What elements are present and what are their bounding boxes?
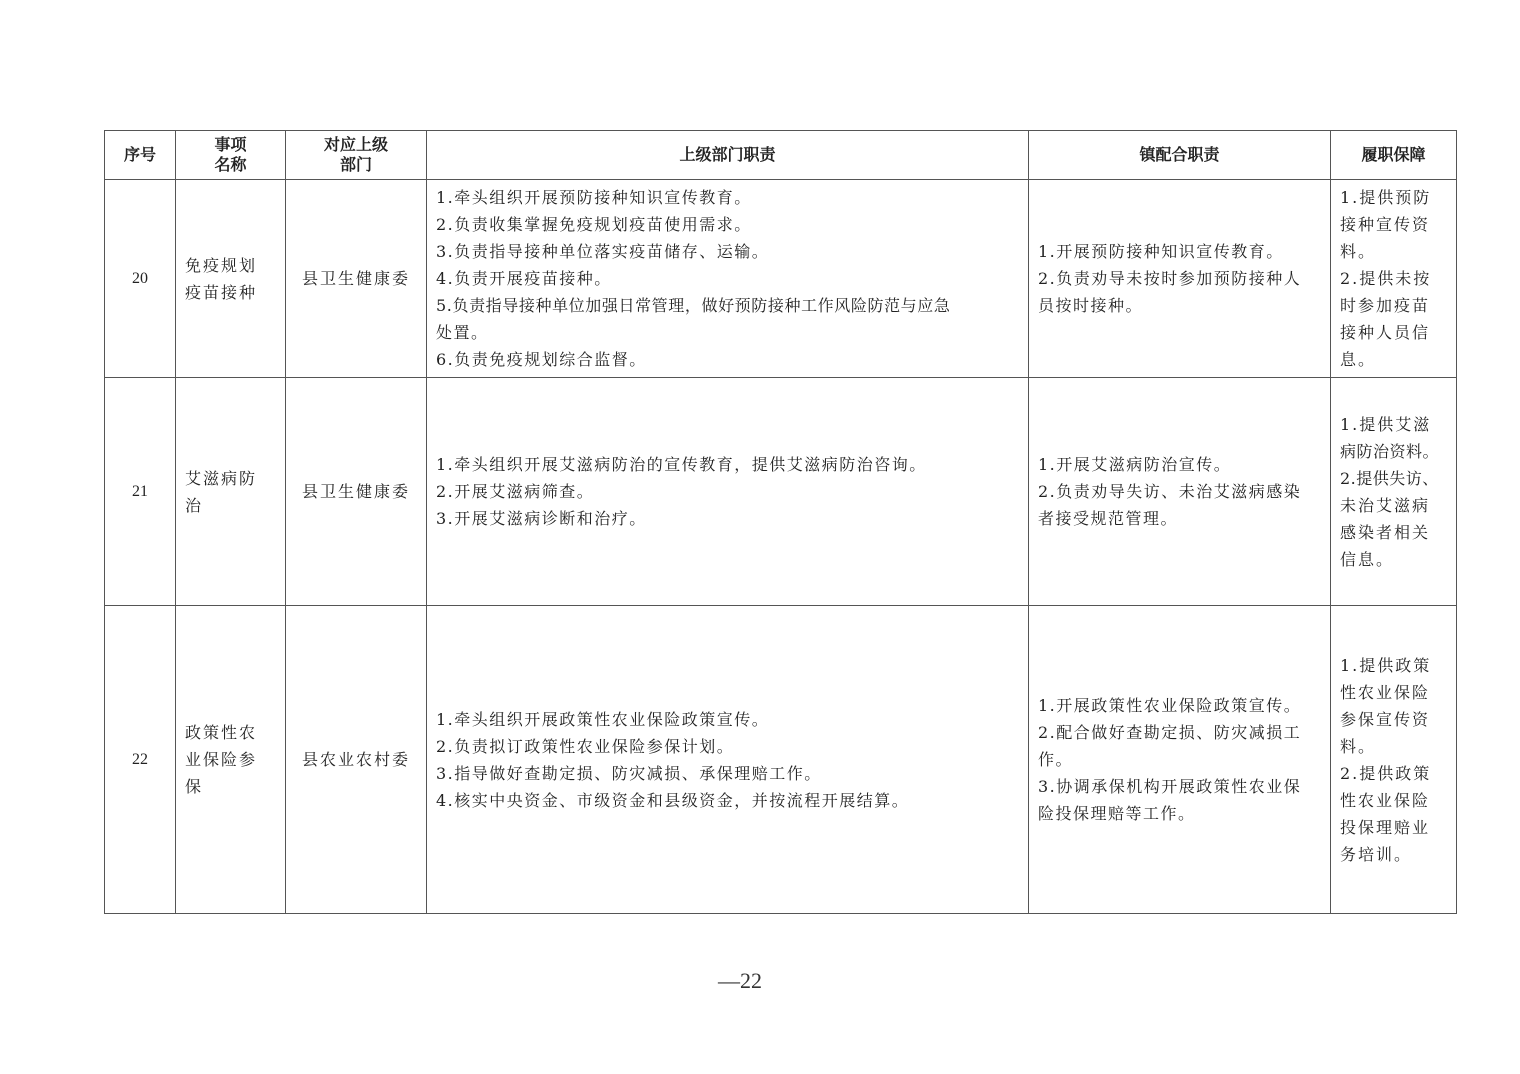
table-row — [105, 378, 1457, 606]
row-dept: 县卫生健康委 — [286, 378, 427, 606]
guarantee-line: 息。 — [1340, 350, 1377, 369]
table-row — [105, 180, 1457, 378]
town-duty-line: 3.协调承保机构开展政策性农业保 — [1038, 777, 1302, 796]
upper-duty-line: 4.负责开展疫苗接种。 — [436, 269, 612, 288]
guarantee-line: 2.提供政策 — [1340, 763, 1432, 783]
guarantee-line: 参保宣传资 — [1340, 709, 1431, 729]
guarantee-line: 病防治资料。 — [1340, 441, 1440, 461]
guarantee-line: 2.提供失访、 — [1340, 468, 1439, 488]
guarantee-line: 性农业保险 — [1340, 790, 1431, 810]
item-name-line: 艾滋病防 — [185, 468, 258, 488]
header-item-name-line: 名称 — [214, 155, 247, 174]
town-duty-line: 险投保理赔等工作。 — [1038, 804, 1196, 823]
town-duty-line: 1.开展政策性农业保险政策宣传。 — [1038, 696, 1302, 715]
page-number: —22 — [718, 968, 762, 993]
town-duty-line: 1.开展预防接种知识宣传教育。 — [1038, 242, 1284, 261]
town-duty-line: 2.配合做好查勘定损、防灾减损工 — [1038, 723, 1302, 742]
guarantee-line: 料。 — [1340, 736, 1377, 756]
upper-duty-line: 6.负责免疫规划综合监督。 — [436, 350, 647, 369]
header-dept-line: 部门 — [339, 155, 372, 174]
guarantee-line: 2.提供未按 — [1340, 269, 1432, 288]
upper-duty-line: 2.负责拟订政策性农业保险参保计划。 — [436, 736, 735, 756]
row-seq: 22 — [105, 606, 176, 914]
upper-duty-line: 处置。 — [436, 323, 489, 342]
guarantee-line: 接种人员信 — [1340, 323, 1431, 342]
town-duty-line: 2.负责劝导失访、未治艾滋病感染 — [1038, 482, 1302, 501]
header-town-duty: 镇配合职责 — [1029, 131, 1331, 180]
item-name-line: 业保险参 — [185, 750, 258, 769]
upper-duty-line: 4.核实中央资金、市级资金和县级资金，并按流程开展结算。 — [436, 790, 910, 810]
item-name-line: 疫苗接种 — [185, 282, 258, 302]
row-guarantee — [1331, 378, 1457, 606]
town-duty-line: 1.开展艾滋病防治宣传。 — [1038, 455, 1232, 474]
row-item-name — [176, 180, 286, 378]
upper-duty-line: 1.牵头组织开展政策性农业保险政策宣传。 — [436, 709, 770, 729]
header-seq: 序号 — [105, 131, 176, 180]
header-guarantee: 履职保障 — [1331, 131, 1457, 180]
item-name-line: 政策性农 — [185, 723, 258, 742]
row-guarantee — [1331, 180, 1457, 378]
upper-duty-line: 3.指导做好查勘定损、防灾减损、承保理赔工作。 — [436, 763, 822, 783]
guarantee-line: 性农业保险 — [1340, 682, 1431, 702]
row-dept: 县卫生健康委 — [286, 180, 427, 378]
row-upper-duty — [427, 606, 1029, 914]
row-dept: 县农业农村委 — [286, 606, 427, 914]
upper-duty-line: 2.开展艾滋病筛查。 — [436, 482, 595, 501]
row-item-name — [176, 606, 286, 914]
row-town-duty — [1029, 378, 1331, 606]
row-guarantee — [1331, 606, 1457, 914]
duty-table — [104, 130, 1457, 914]
header-dept-line: 对应上级 — [323, 135, 388, 154]
row-seq: 21 — [105, 378, 176, 606]
guarantee-line: 投保理赔业 — [1340, 817, 1431, 837]
upper-duty-line: 5.负责指导接种单位加强日常管理，做好预防接种工作风险防范与应急 — [436, 296, 951, 315]
table-header-row — [105, 131, 1457, 180]
guarantee-line: 1.提供政策 — [1340, 655, 1432, 675]
header-upper-duty: 上级部门职责 — [427, 131, 1029, 180]
town-duty-line: 者接受规范管理。 — [1038, 509, 1179, 528]
table-row — [105, 606, 1457, 914]
row-town-duty — [1029, 606, 1331, 914]
town-duty-line: 作。 — [1038, 750, 1074, 769]
row-upper-duty — [427, 378, 1029, 606]
upper-duty-line: 3.开展艾滋病诊断和治疗。 — [436, 509, 647, 528]
guarantee-line: 1.提供艾滋 — [1340, 414, 1432, 434]
item-name-line: 治 — [185, 495, 204, 515]
guarantee-line: 接种宣传资 — [1340, 215, 1431, 234]
header-item-name — [176, 131, 286, 180]
upper-duty-line: 3.负责指导接种单位落实疫苗储存、运输。 — [436, 242, 770, 261]
row-item-name — [176, 378, 286, 606]
item-name-line: 免疫规划 — [185, 255, 258, 275]
guarantee-line: 1.提供预防 — [1340, 188, 1432, 207]
row-upper-duty — [427, 180, 1029, 378]
guarantee-line: 料。 — [1340, 242, 1377, 261]
upper-duty-line: 1.牵头组织开展预防接种知识宣传教育。 — [436, 188, 752, 207]
town-duty-line: 员按时接种。 — [1038, 296, 1144, 315]
guarantee-line: 感染者相关 — [1340, 522, 1431, 542]
guarantee-line: 信息。 — [1340, 549, 1395, 569]
guarantee-line: 时参加疫苗 — [1340, 296, 1431, 315]
upper-duty-line: 2.负责收集掌握免疫规划疫苗使用需求。 — [436, 215, 752, 234]
row-seq: 20 — [105, 180, 176, 378]
item-name-line: 保 — [185, 777, 204, 796]
header-item-name-line: 事项 — [214, 135, 247, 154]
header-dept — [286, 131, 427, 180]
upper-duty-line: 1.牵头组织开展艾滋病防治的宣传教育，提供艾滋病防治咨询。 — [436, 455, 927, 474]
row-town-duty — [1029, 180, 1331, 378]
guarantee-line: 务培训。 — [1340, 844, 1413, 864]
guarantee-line: 未治艾滋病 — [1340, 495, 1431, 515]
town-duty-line: 2.负责劝导未按时参加预防接种人 — [1038, 269, 1302, 288]
